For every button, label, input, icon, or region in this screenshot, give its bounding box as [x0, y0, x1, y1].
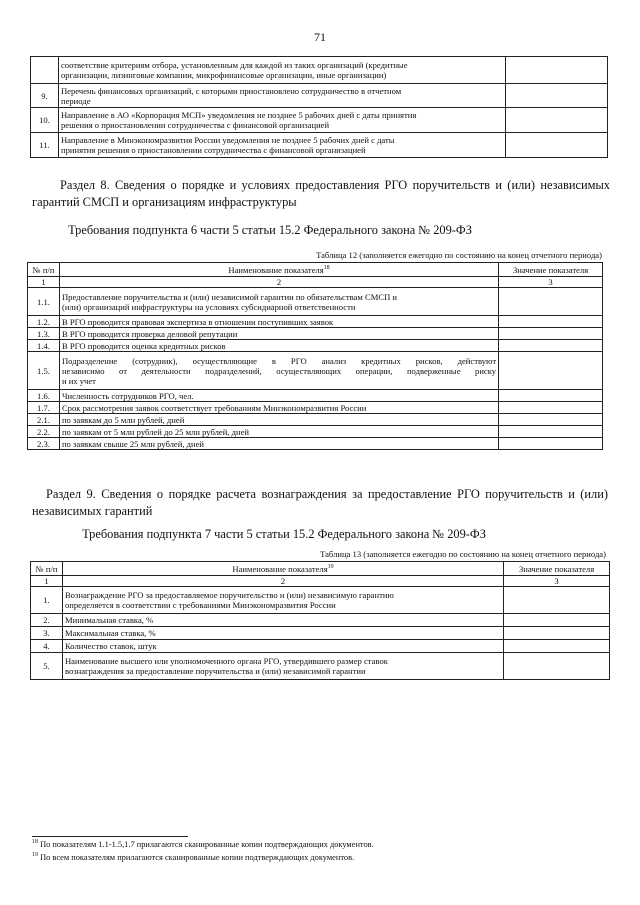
- table-row: 1.5. Подразделение (сотрудник), осуществляющие в РГО анализ кредитных рисков, действуют независимо от деятельности подразделений, осуществляющих операции, подверженные риску и их учет: [28, 352, 603, 390]
- table-index-row: 1 2 3: [28, 277, 603, 288]
- row-label: по заявкам до 5 млн рублей, дней: [59, 414, 498, 426]
- row-label: Направление в Минэкономразвития России уведомления не позднее 5 рабочих дней с даты принятия решения о приостановлении сотрудничества с финансовой организацией: [58, 133, 505, 158]
- footnote-ref: 18: [323, 264, 330, 271]
- header-num: № п/п: [28, 263, 60, 277]
- footnote-18: $^{18}$ По показателям 1.1-1.5,1.7 прилагаются сканированные копии подтверждающих документов.: [32, 839, 374, 849]
- footnote-divider: [32, 836, 188, 837]
- table-index-row: 1 2 3: [31, 576, 610, 587]
- table-12: [27, 262, 603, 450]
- header-name: Наименование показателя$^{19}$: [62, 562, 503, 576]
- row-number: 11.: [31, 133, 59, 158]
- row-label: Количество ставок, штук: [62, 640, 503, 653]
- row-label: по заявкам свыше 25 млн рублей, дней: [59, 438, 498, 450]
- footnote-ref: 19: [327, 563, 334, 570]
- section-9-title: Раздел 9. Сведения о порядке расчета вознаграждения за предоставление РГО поручительств и (или) независимых гарантий: [32, 487, 608, 518]
- row-label: В РГО проводится правовая экспертиза в отношении поступивших заявок: [59, 316, 498, 328]
- header-value: Значение показателя: [499, 263, 603, 277]
- table-header-row: [31, 562, 610, 576]
- row-number: 10.: [31, 108, 59, 133]
- section-8-title: Раздел 8. Сведения о порядке и условиях предоставления РГО поручительств и (или) независимых гарантий СМСП и организациям инфраструктуры: [32, 178, 610, 209]
- table-row: 4. Количество ставок, штук: [31, 640, 610, 653]
- table-row: 1.7. Срок рассмотрения заявок соответствует требованиям Минэкономразвития России: [28, 402, 603, 414]
- table-row: [31, 84, 608, 108]
- table-row: 1.6. Численность сотрудников РГО, чел.: [28, 390, 603, 402]
- table-row: 2.1. по заявкам до 5 млн рублей, дней: [28, 414, 603, 426]
- table-row: [31, 57, 608, 84]
- section-8-requirement: Требования подпункта 6 части 5 статьи 15.2 Федерального закона № 209-ФЗ: [68, 223, 472, 237]
- row-label: Направление в АО «Корпорация МСП» уведомления не позднее 5 рабочих дней с даты принятия решения о приостановлении сотрудничества с финансовой организацией: [58, 108, 505, 133]
- table-row: 5. Наименование высшего или уполномоченного органа РГО, утвердившего размер ставок вознаграждения за предоставление поручительства и (или) независимой гарантии: [31, 653, 610, 680]
- section-9-requirement: Требования подпункта 7 части 5 статьи 15.2 Федерального закона № 209-ФЗ: [82, 527, 486, 541]
- table-13: [30, 561, 610, 680]
- table-row: [31, 108, 608, 133]
- header-value: Значение показателя: [504, 562, 610, 576]
- header-name: Наименование показателя$^{18}$: [59, 263, 498, 277]
- table-row: 2. Минимальная ставка, %: [31, 614, 610, 627]
- row-label: Минимальная ставка, %: [62, 614, 503, 627]
- row-label: Максимальная ставка, %: [62, 627, 503, 640]
- row-number: 9.: [31, 84, 59, 108]
- table-row: 1. Вознаграждение РГО за предоставляемое поручительство и (или) независимую гарантию определяется в соответствии с требованиями Минэкономразвития России: [31, 587, 610, 614]
- table-row: 1.4. В РГО проводится оценка кредитных рисков: [28, 340, 603, 352]
- row-value: [506, 133, 608, 158]
- table-row: 1.3. В РГО проводится проверка деловой репутации: [28, 328, 603, 340]
- row-label: Предоставление поручительства и (или) независимой гарантии по обязательствам СМСП и (или) организаций инфраструктуры на условиях субсидиарной ответственности: [59, 288, 498, 316]
- row-label: Перечень финансовых организаций, с которыми приостановлено сотрудничество в отчетном периоде: [58, 84, 505, 108]
- table-row: 1.2. В РГО проводится правовая экспертиза в отношении поступивших заявок: [28, 316, 603, 328]
- row-label: Срок рассмотрения заявок соответствует требованиям Минэкономразвития России: [59, 402, 498, 414]
- table-row: 1.1. Предоставление поручительства и (или) независимой гарантии по обязательствам СМСП и (или) организаций инфраструктуры на условиях субсидиарной ответственности: [28, 288, 603, 316]
- table-13-caption: Таблица 13 (заполняется ежегодно по состоянию на конец отчетного периода): [320, 549, 606, 559]
- row-label: Наименование высшего или уполномоченного органа РГО, утвердившего размер ставок вознаграждения за предоставление поручительства и (или) независимой гарантии: [62, 653, 503, 680]
- row-value: [506, 84, 608, 108]
- row-label: соответствие критериям отбора, установленным для каждой из таких организаций (кредитные организации, лизинговые компании, микрофинансовые организации, иные организации): [58, 57, 505, 84]
- row-number: [31, 57, 59, 84]
- row-label: В РГО проводится оценка кредитных рисков: [59, 340, 498, 352]
- row-label: Подразделение (сотрудник), осуществляющие в РГО анализ кредитных рисков, действуют независимо от деятельности подразделений, осуществляющих операции, подверженные риску и их учет: [59, 352, 498, 390]
- row-value: [506, 108, 608, 133]
- row-value: [506, 57, 608, 84]
- row-label: Численность сотрудников РГО, чел.: [59, 390, 498, 402]
- table-12-caption: Таблица 12 (заполняется ежегодно по состоянию на конец отчетного периода): [316, 250, 602, 260]
- footnote-19: $^{19}$ По всем показателям прилагаются сканированные копии подтверждающих документов.: [32, 852, 355, 862]
- table-header-row: [28, 263, 603, 277]
- row-label: по заявкам от 5 млн рублей до 25 млн рублей, дней: [59, 426, 498, 438]
- table-row: 3. Максимальная ставка, %: [31, 627, 610, 640]
- table-row: [31, 133, 608, 158]
- header-num: № п/п: [31, 562, 63, 576]
- continuation-table: [30, 56, 608, 158]
- table-row: 2.2. по заявкам от 5 млн рублей до 25 млн рублей, дней: [28, 426, 603, 438]
- row-label: В РГО проводится проверка деловой репутации: [59, 328, 498, 340]
- row-label: Вознаграждение РГО за предоставляемое поручительство и (или) независимую гарантию определяется в соответствии с требованиями Минэкономразвития России: [62, 587, 503, 614]
- page-number: 71: [314, 30, 326, 44]
- table-row: 2.3. по заявкам свыше 25 млн рублей, дней: [28, 438, 603, 450]
